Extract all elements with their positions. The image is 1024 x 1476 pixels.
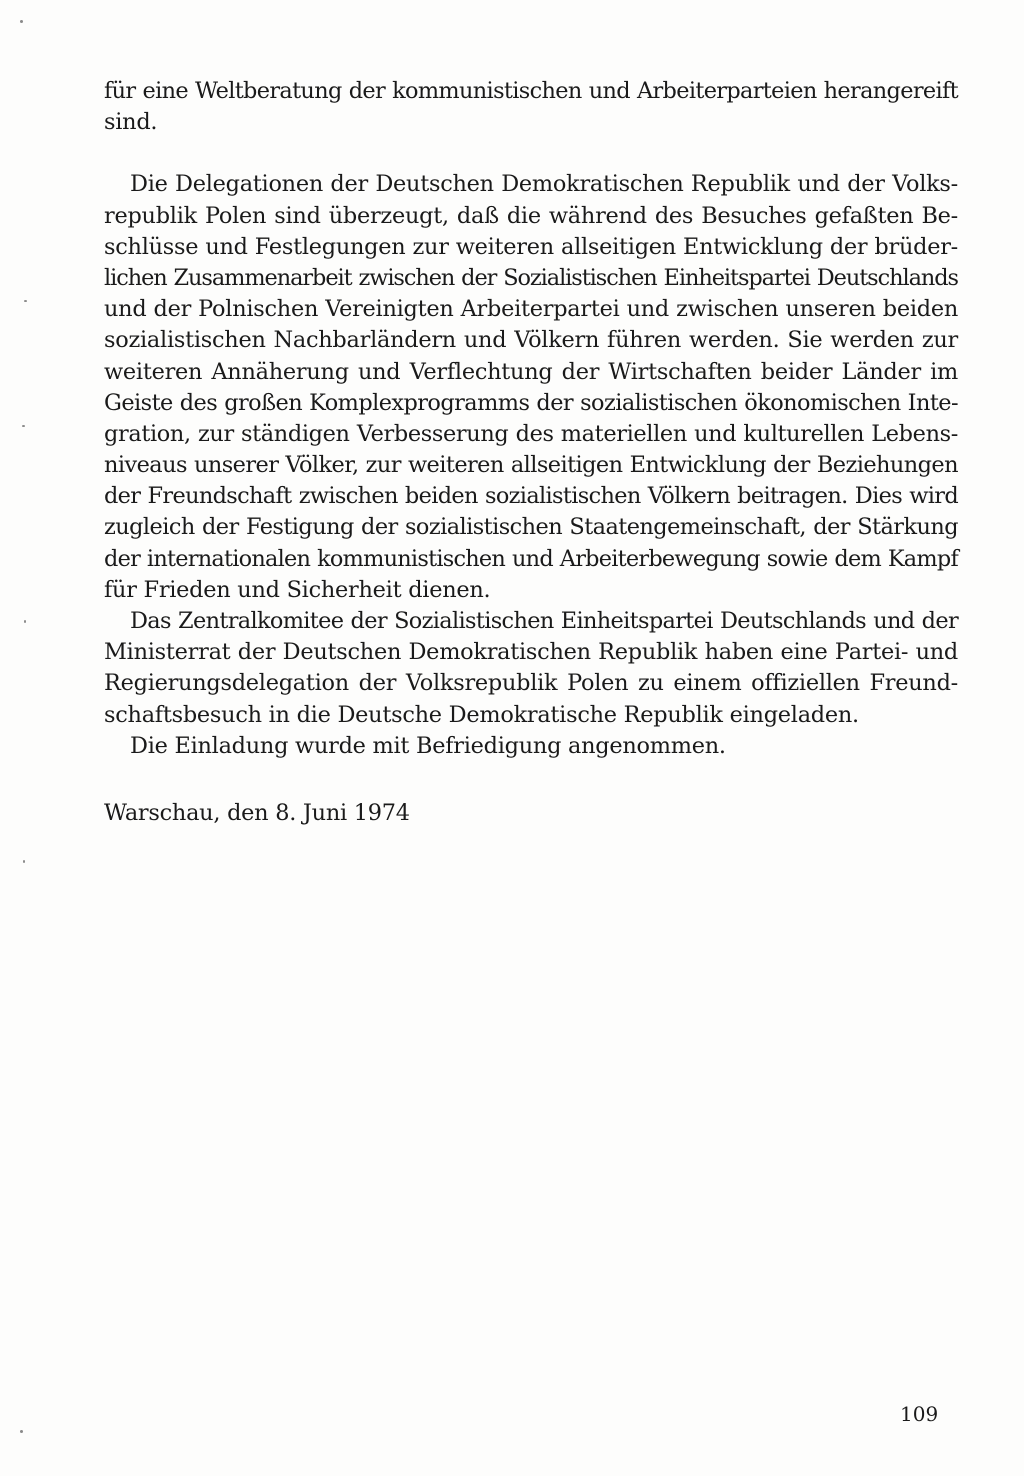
- text-line: für eine Weltberatung der kommunistischen und Arbeiterparteien herangereift: [104, 78, 958, 104]
- scan-speck: [20, 20, 23, 23]
- text-line: für Frieden und Sicherheit dienen.: [104, 576, 491, 603]
- scan-speck: [24, 620, 26, 623]
- text-line: und der Polnischen Vereinigten Arbeiterpartei und zwischen unseren beiden: [104, 296, 958, 323]
- page-number: 109: [900, 1402, 939, 1426]
- text-line: gration, zur ständigen Verbesserung des materiellen und kulturellen Lebens-: [104, 420, 958, 447]
- body-text: [104, 76, 958, 762]
- place-date: Warschau, den 8. Juni 1974: [104, 800, 410, 826]
- text-line: lichen Zusammenarbeit zwischen der Sozialistischen Einheitspartei Deutschlands: [104, 264, 958, 291]
- text-line: Geiste des großen Komplexprogramms der sozialistischen ökonomischen Inte-: [104, 389, 958, 416]
- scan-speck: [23, 860, 25, 863]
- text-line: Das Zentralkomitee der Sozialistischen Einheitspartei Deutschlands und der: [130, 608, 958, 634]
- text-line: der internationalen kommunistischen und Arbeiterbewegung sowie dem Kampf: [104, 545, 958, 572]
- text-line: Ministerrat der Deutschen Demokratischen Republik haben eine Partei- und: [104, 639, 958, 666]
- paragraph: [104, 731, 958, 762]
- text-line: sind.: [104, 109, 158, 136]
- text-line: Die Einladung wurde mit Befriedigung angenommen.: [130, 732, 726, 759]
- text-line: zugleich der Festigung der sozialistischen Staatengemeinschaft, der Stärkung: [104, 514, 958, 541]
- text-line: der Freundschaft zwischen beiden sozialistischen Völkern beitragen. Dies wird: [104, 483, 958, 510]
- text-line: schaftsbesuch in die Deutsche Demokratische Republik eingeladen.: [104, 701, 859, 728]
- text-line: niveaus unserer Völker, zur weiteren allseitigen Entwicklung der Beziehungen: [104, 452, 958, 479]
- paragraph: [104, 606, 958, 731]
- paragraph-gap: [104, 138, 958, 169]
- text-line: republik Polen sind überzeugt, daß die während des Besuches gefaßten Be-: [104, 202, 958, 229]
- text-line: weiteren Annäherung und Verflechtung der Wirtschaften beider Länder im: [104, 358, 958, 385]
- text-line: schlüsse und Festlegungen zur weiteren allseitigen Entwicklung der brüder-: [104, 233, 958, 260]
- text-line: Regierungsdelegation der Volksrepublik Polen zu einem offiziellen Freund-: [104, 670, 958, 697]
- text-line: sozialistischen Nachbarländern und Völkern führen werden. Sie werden zur: [104, 327, 958, 354]
- text-line: Die Delegationen der Deutschen Demokratischen Republik und der Volks-: [130, 171, 958, 198]
- scan-speck: [20, 1430, 23, 1433]
- paragraph: [104, 169, 958, 606]
- scan-speck: [24, 300, 27, 302]
- scan-speck: [22, 425, 25, 427]
- paragraph: [104, 76, 958, 138]
